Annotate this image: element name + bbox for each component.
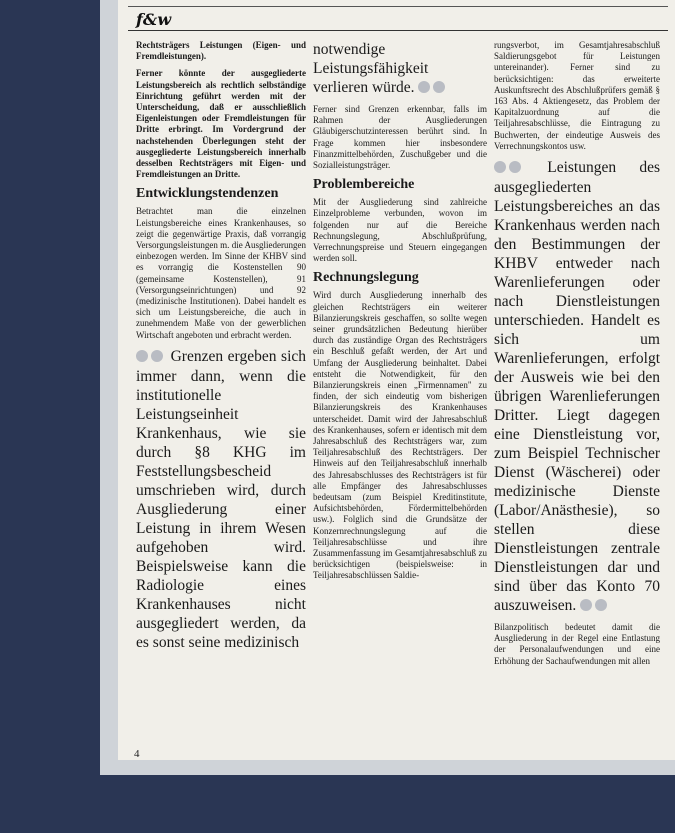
paragraph: Mit der Ausgliederung sind zahlreiche Einzelprobleme verbunden, wovon im folgenden nur auf die Bereiche Rechnungslegung, Abschlußprüfung, Verrechnungspreise und Steuern eingegangen werden soll. bbox=[313, 197, 487, 264]
section-heading: Problembereiche bbox=[313, 177, 415, 193]
page-number: 4 bbox=[134, 748, 140, 760]
paragraph: Bilanzpolitisch bedeutet damit die Ausgliederung in der Regel eine Entlastung der Personalaufwendungen und eine Erhöhung der Sachaufwendungen mit allen bbox=[494, 621, 660, 666]
section-heading: Entwicklungstendenzen bbox=[136, 186, 279, 202]
pull-quote bbox=[494, 158, 660, 616]
paragraph: Betrachtet man die einzelnen Leistungsbereiche eines Krankenhauses, so zeigt die gegenwärtige Praxis, daß vorrangig Versorgungsleistungen m. die Ausgliederungen einbezogen werden. Im Sinne der KHBV sind es vorrangig die Kostenstellen 90 (gemeinsame Kostenstellen), 91 (Versorgungseinrichtungen) und 92 (medizinische Institutionen). Dabei handelt es sich um Leistungsbereiche, die auch in zunehmendem Maße von der gewerblichen Wirtschaft angeboten und erbracht werden. bbox=[136, 206, 306, 340]
column-3 bbox=[494, 40, 660, 673]
pull-quote-text: Grenzen ergeben sich immer dann, wenn die institutionelle Leistungseinheit Krankenhaus, wie sie durch §8 KHG im Feststellungsbescheid umschrieben wird, durch Ausgliederung einer Leistung in ihrem Wesen aufgehoben wird. Beispielsweise kann die Radiologie eines Krankenhauses nicht ausgegliedert werden, da es sonst seine medizinisch bbox=[136, 347, 307, 651]
masthead bbox=[128, 8, 668, 31]
quote-dots-icon bbox=[418, 79, 448, 98]
column-1 bbox=[136, 40, 306, 658]
column-2 bbox=[313, 40, 487, 588]
publication-logo: f&w bbox=[136, 10, 172, 29]
pull-quote-text: Leistungen des ausgegliederten Leistungsbereiches an das Krankenhaus werden nach den Bestimmungen der KHBV entweder nach Warenlieferungen oder nach Dienstleistungen unterschieden. Handelt es sich um Warenlieferungen, erfolgt der Ausweis wie bei den übrigen Warenlieferungen Dritter. Liegt dagegen eine Dienstleistung vor, zum Beispiel Technischer Dienst (Wäscherei) oder medizinische Dienste (Labor/Anästhesie), so stellen diese Dienstleistungen zentrale Dienstleistungen dar und sind über das Konto 70 auszuweisen. bbox=[494, 159, 660, 614]
paragraph: Ferner könnte der ausgegliederte Leistungsbereich als rechtlich selbständige Einrichtung geführt werden mit der Unterscheidung, daß er ausschließlich Eigenleistungen oder Fremdleistungen für Dritte erbringt. Im Vordergrund der nachstehenden Überlegungen steht der ausgegliederte Leistungsbereich innerhalb desselben Rechtsträgers mit Eigen- und Fremdleistungen an Dritte. bbox=[136, 68, 306, 180]
top-rule bbox=[128, 6, 668, 7]
paragraph: rungsverbot, im Gesamtjahresabschluß Saldierungsgebot für Leistungen untereinander). Ferner sind zu berücksichtigen: das erweiterte Auskunftsrecht des Abschlußprüfers gemäß § 163 Abs. 4 Aktiengesetz, das Problem der Kapitalzuordnung auf die Teiljahresabschlüsse, die Eintragung zu Buchwerten, der eindeutige Ausweis des Verrechnungskontos usw. bbox=[494, 40, 660, 151]
quote-dots-icon bbox=[494, 159, 524, 178]
paragraph: Ferner sind Grenzen erkennbar, falls im Rahmen der Ausgliederungen Gläubigerschutzinteressen berührt sind. In Frage kommen hier insbesondere Finanzmittelbehörden, Zuschußgeber und die Sozialleistungsträger. bbox=[313, 103, 487, 170]
quote-dots-icon bbox=[580, 597, 610, 616]
pull-quote-text: notwendige Leistungsfähigkeit verlieren würde. bbox=[313, 41, 429, 96]
pull-quote bbox=[313, 40, 487, 98]
pull-quote bbox=[136, 347, 306, 652]
paragraph: Wird durch Ausgliederung innerhalb des gleichen Rechtsträgers ein weiterer Bilanzierungskreis geschaffen, so sollte wegen seiner grundsätzlichen Bedeutung hierüber durch das zuständige Organ des Rechtsträgers ein Beschluß gefaßt werden, der Art und Umfang der Ausgliederung beinhaltet. Dabei entsteht die Notwendigkeit, für den Bilanzierungskreis einen „Firmennamen" zu finden, der sich eindeutig vom bisherigen Bilanzierungskreis des Krankenhauses unterscheidet. Damit wird der Jahresabschluß des Krankenhauses, sofern er identisch mit dem Jahresabschluß des Rechtsträgers war, zum Teiljahresabschluß des Rechtsträgers. Der Hinweis auf den Teiljahresabschluß innerhalb des Jahresabschlusses des Rechtsträgers ist für alle Empfänger des Jahresabschlusses bedeutsam (zum Beispiel Kreditinstitute, Aufsichtsbehörden, Fördermittelbehörden usw.). Folglich sind die Grundsätze der Konzernrechnungslegung auf die Teiljahresabschlüsse und ihre Zusammenfassung im Gesamtjahresabschluß zu berücksichtigen (beispielsweise: in Teiljahresabschlüssen Saldie- bbox=[313, 290, 487, 581]
paragraph: Rechtsträgers Leistungen (Eigen- und Fremdleistungen). bbox=[136, 40, 306, 62]
quote-dots-icon bbox=[136, 348, 166, 367]
section-heading: Rechnungslegung bbox=[313, 270, 419, 286]
